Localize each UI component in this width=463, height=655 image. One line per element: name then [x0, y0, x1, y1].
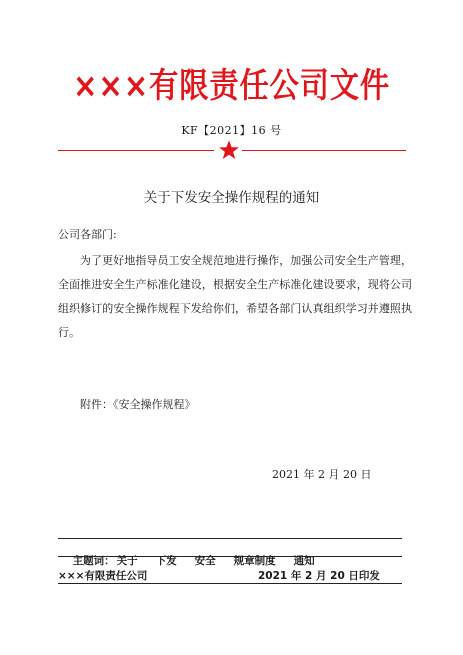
red-divider-right	[242, 150, 406, 151]
printed-date: 2021 年 2 月 20 日印发	[258, 570, 380, 582]
keyword-item: 下发	[155, 555, 177, 567]
salutation: 公司各部门:	[58, 228, 117, 241]
keyword-item: 规章制度	[233, 555, 276, 567]
document-number: KF【2021】16 号	[181, 124, 282, 137]
notice-title: 关于下发安全操作规程的通知	[143, 190, 320, 206]
keywords-label: 主题词：	[72, 555, 115, 567]
footer-rule-middle	[58, 556, 402, 557]
keyword-item: 关于	[116, 555, 138, 567]
footer-rule-top	[58, 538, 402, 539]
keyword-item: 通知	[293, 555, 315, 567]
red-divider-left	[58, 150, 214, 151]
attachment-line: 附件：《安全操作规程》	[80, 398, 196, 411]
keyword-item: 安全	[194, 555, 216, 567]
star-icon	[218, 139, 240, 161]
body-paragraph: 为了更好地指导员工安全规范地进行操作，加强公司安全生产管理，全面推进安全生产标准化建设，根据安全生产标准化建设要求，现将公司组织修订的安全操作规程下发给你们，希望各部门认真组织学习并遵照执行。	[58, 254, 412, 339]
masthead-title: ×××有限责任公司文件	[73, 66, 390, 106]
footer-rule-bottom	[58, 583, 402, 584]
issue-date: 2021 年 2 月 20 日	[272, 468, 372, 481]
issuer-name: ×××有限责任公司	[58, 570, 148, 582]
